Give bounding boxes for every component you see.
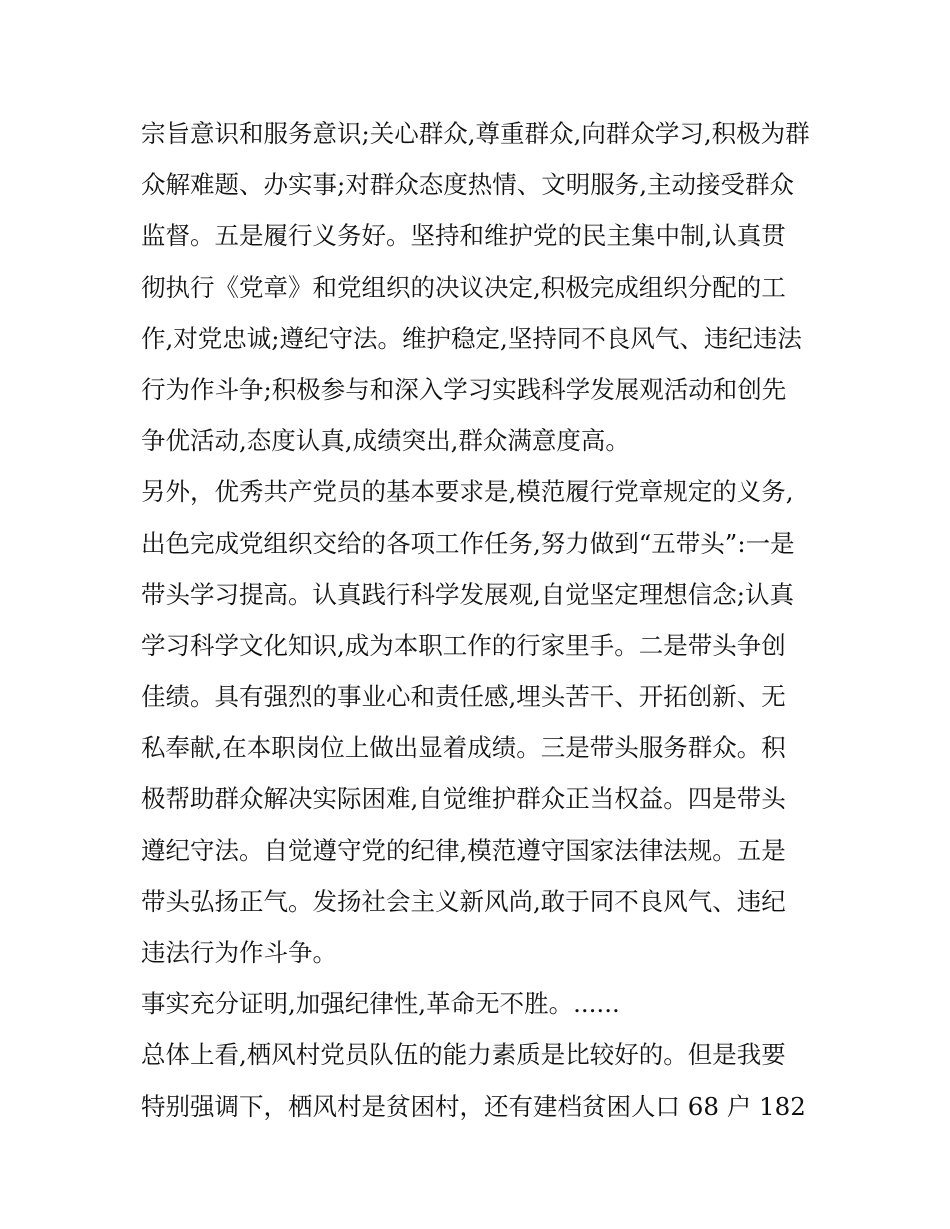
- body-text: [141, 108, 811, 1132]
- text-line: 带头学习提高。认真践行科学发展观,自觉坚定理想信念;认真: [141, 579, 795, 609]
- text-line: 宗旨意识和服务意识;关心群众,尊重群众,向群众学习,积极为群: [141, 119, 810, 148]
- text-line: 特别强调下，栖风村是贫困村，还有建档贫困人口 68 户 182: [141, 1091, 806, 1121]
- text-line: 极帮助群众解决实际困难,自觉维护群众正当权益。四是带头: [141, 784, 786, 814]
- text-line: 佳绩。具有强烈的事业心和责任感,埋头苦干、开拓创新、无: [141, 682, 786, 712]
- text-line: 行为作斗争;积极参与和深入学习实践科学发展观活动和创先: [141, 374, 787, 404]
- text-line: 争优活动,态度认真,成绩突出,群众满意度高。: [141, 426, 630, 456]
- text-line: 出色完成党组织交给的各项工作任务,努力做到“五带头”:一是: [141, 528, 795, 558]
- text-line: 监督。五是履行义务好。坚持和维护党的民主集中制,认真贯: [141, 221, 786, 251]
- text-line: 私奉献,在本职岗位上做出显着成绩。三是带头服务群众。积: [141, 733, 786, 763]
- text-line: 彻执行《党章》和党组织的决议决定,积极完成组织分配的工: [141, 272, 786, 302]
- text-line: 作,对党忠诚;遵纪守法。维护稳定,坚持同不良风气、违纪违法: [141, 323, 802, 353]
- text-line: 众解难题、办实事;对群众态度热情、文明服务,主动接受群众: [141, 170, 795, 200]
- text-line: 带头弘扬正气。发扬社会主义新风尚,敢于同不良风气、违纪: [141, 886, 786, 916]
- text-line: 遵纪守法。自觉遵守党的纪律,模范遵守国家法律法规。五是: [141, 835, 786, 865]
- text-line: 违法行为作斗争。: [141, 938, 337, 967]
- text-line: 总体上看,栖风村党员队伍的能力素质是比较好的。但是我要: [141, 1040, 786, 1070]
- text-line: 事实充分证明,加强纪律性,革命无不胜。......: [141, 989, 620, 1019]
- text-line: 学习科学文化知识,成为本职工作的行家里手。二是带头争创: [141, 630, 786, 660]
- text-line: 另外，优秀共产党员的基本要求是,模范履行党章规定的义务,: [141, 477, 794, 507]
